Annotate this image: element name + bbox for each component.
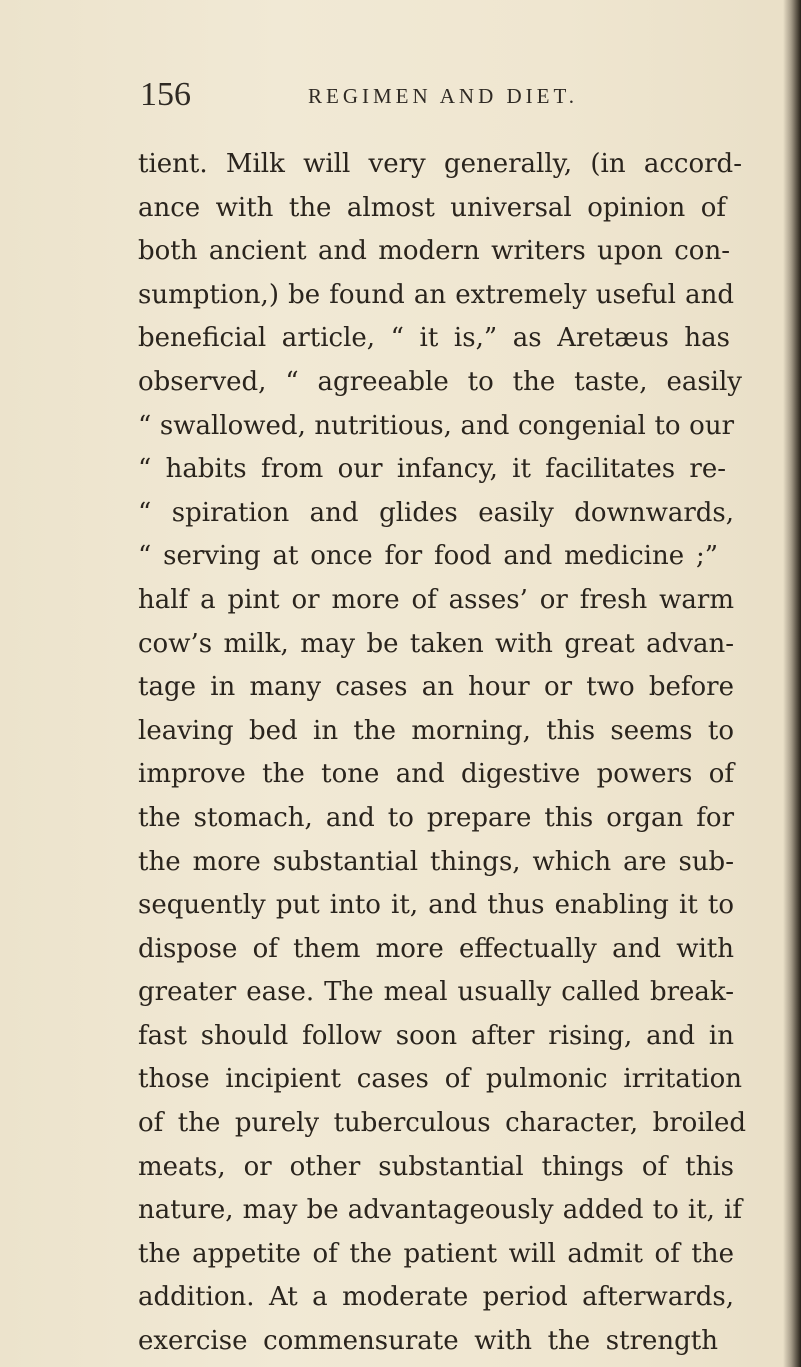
text-line: half a pint or more of asses’ or fresh warm: [138, 584, 734, 615]
text-line: the more substantial things, which are sub-: [138, 846, 734, 877]
body-text: [138, 143, 778, 1364]
text-line: fast should follow soon after rising, and in: [138, 1020, 734, 1051]
text-line: tient. Milk will very generally, (in accord-: [138, 149, 742, 179]
text-line: “ serving at once for food and medicine ;”: [138, 541, 718, 572]
text-line: exercise commensurate with the strength: [138, 1326, 718, 1357]
page-number: 156: [140, 76, 191, 113]
text-line: those incipient cases of pulmonic irritation: [138, 1064, 742, 1095]
text-line: “ swallowed, nutritious, and congenial to our: [138, 410, 734, 441]
text-line: greater ease. The meal usually called break-: [138, 977, 734, 1008]
text-line: “ habits from our infancy, it facilitates re-: [138, 454, 726, 485]
text-line: sumption,) be found an extremely useful and: [138, 279, 734, 310]
text-line: tage in many cases an hour or two before: [138, 672, 734, 703]
running-title: REGIMEN AND DIET.: [308, 84, 579, 108]
text-line: the stomach, and to prepare this organ for: [138, 802, 734, 833]
text-line: dispose of them more effectually and with: [138, 933, 734, 964]
text-line: improve the tone and digestive powers of: [138, 759, 734, 790]
text-line: meats, or other substantial things of this: [138, 1151, 734, 1182]
text-line: observed, “ agreeable to the taste, easily: [138, 366, 742, 397]
text-line: addition. At a moderate period afterwards,: [138, 1282, 734, 1313]
text-line: ance with the almost universal opinion of: [138, 192, 726, 223]
text-line: cow’s milk, may be taken with great advan-: [138, 628, 734, 659]
text-line: both ancient and modern writers upon con-: [138, 236, 730, 267]
text-line: nature, may be advantageously added to it, if: [138, 1195, 742, 1226]
text-line: beneficial article, “ it is,” as Aretæus has: [138, 323, 730, 354]
text-line: sequently put into it, and thus enabling it to: [138, 890, 734, 921]
page-edge-shadow: [783, 0, 801, 1367]
text-line: leaving bed in the morning, this seems to: [138, 715, 734, 746]
text-line: the appetite of the patient will admit of the: [138, 1238, 734, 1269]
text-line: “ spiration and glides easily downwards,: [138, 497, 734, 528]
running-head: [140, 72, 740, 118]
text-line: of the purely tuberculous character, broiled: [138, 1108, 746, 1139]
